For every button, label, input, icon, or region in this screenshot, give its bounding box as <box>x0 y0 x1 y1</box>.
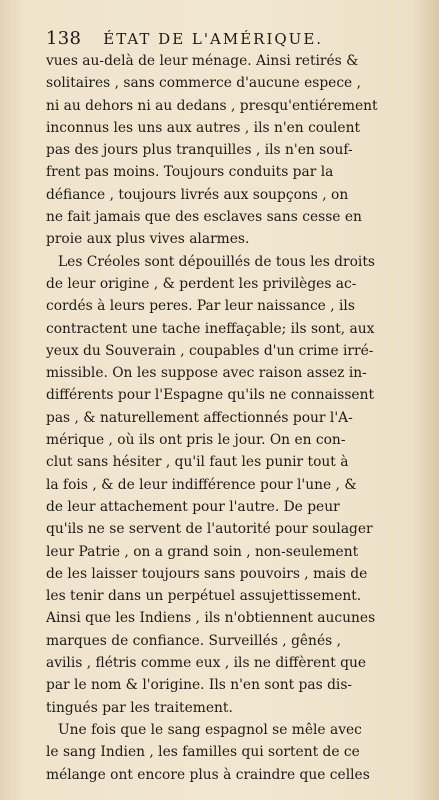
text-line: vues au-delà de leur ménage. Ainsi retirés & <box>46 53 359 69</box>
text-line: cordés à leurs peres. Par leur naissance , ils <box>46 298 355 315</box>
text-line: qu'ils ne se servent de l'autorité pour soulager <box>46 521 373 538</box>
text-line: solitaires , sans commerce d'aucune espece , <box>46 75 361 92</box>
body-text <box>46 50 420 786</box>
text-line: yeux du Souverain , coupables d'un crime irré- <box>46 342 374 359</box>
text-line: pas , & naturellement affectionnés pour l'A- <box>46 409 353 426</box>
text-line: clut sans hésiter , qu'il faut les punir tout à <box>46 454 349 471</box>
text-line: mélange ont encore plus à craindre que celles <box>46 766 370 783</box>
running-title: ÉTAT DE L'AMÉRIQUE. <box>103 30 324 48</box>
text-line: de les laisser toujours sans pouvoirs , mais de <box>46 565 368 582</box>
text-line: mérique , où ils ont pris le jour. On en con- <box>46 432 346 449</box>
text-line: différents pour l'Espagne qu'ils ne connaissent <box>46 387 374 404</box>
text-line: tingués par les traitement. <box>46 699 233 716</box>
text-line: les tenir dans un perpétuel assujettissement. <box>46 588 362 605</box>
text-line: leur Patrie , on a grand soin , non-seulement <box>46 543 359 560</box>
text-line: avilis , flétris comme eux , ils ne diffèrent que <box>46 655 367 672</box>
text-line: la fois , & de leur indifférence pour l'une , & <box>46 476 357 493</box>
text-line: marques de confiance. Surveillés , gênés , <box>46 632 341 649</box>
page-header <box>46 18 424 48</box>
text-line: pas des jours plus tranquilles , ils n'en souf- <box>46 142 353 159</box>
paragraph-start-line: Les Créoles sont dépouillés de tous les droits <box>58 253 375 270</box>
text-line: de leur origine , & perdent les privilèges ac- <box>46 275 357 292</box>
text-line: par le nom & l'origine. Ils n'en sont pas dis- <box>46 677 353 694</box>
text-line: inconnus les uns aux autres , ils n'en coulent <box>46 119 361 136</box>
text-line: défiance , toujours livrés aux soupçons , on <box>46 186 349 203</box>
text-line: contractent une tache ineffaçable; ils sont, aux <box>46 320 375 337</box>
text-line: proie aux plus vives alarmes. <box>46 231 250 248</box>
paragraph-start-line: Une fois que le sang espagnol se mêle avec <box>58 721 362 738</box>
text-line: de leur attachement pour l'autre. De peur <box>46 498 340 515</box>
text-line: missible. On les suppose avec raison assez in- <box>46 365 367 382</box>
text-line: frent pas moins. Toujours conduits par la <box>46 164 334 181</box>
page-number: 138 <box>46 28 82 49</box>
text-line: ni au dehors ni au dedans , presqu'entiérement <box>46 97 378 114</box>
text-line: Ainsi que les Indiens , ils n'obtiennent aucunes <box>46 610 376 627</box>
text-line: ne fait jamais que des esclaves sans cesse en <box>46 209 362 226</box>
text-line: le sang Indien , les familles qui sortent de ce <box>46 744 360 761</box>
